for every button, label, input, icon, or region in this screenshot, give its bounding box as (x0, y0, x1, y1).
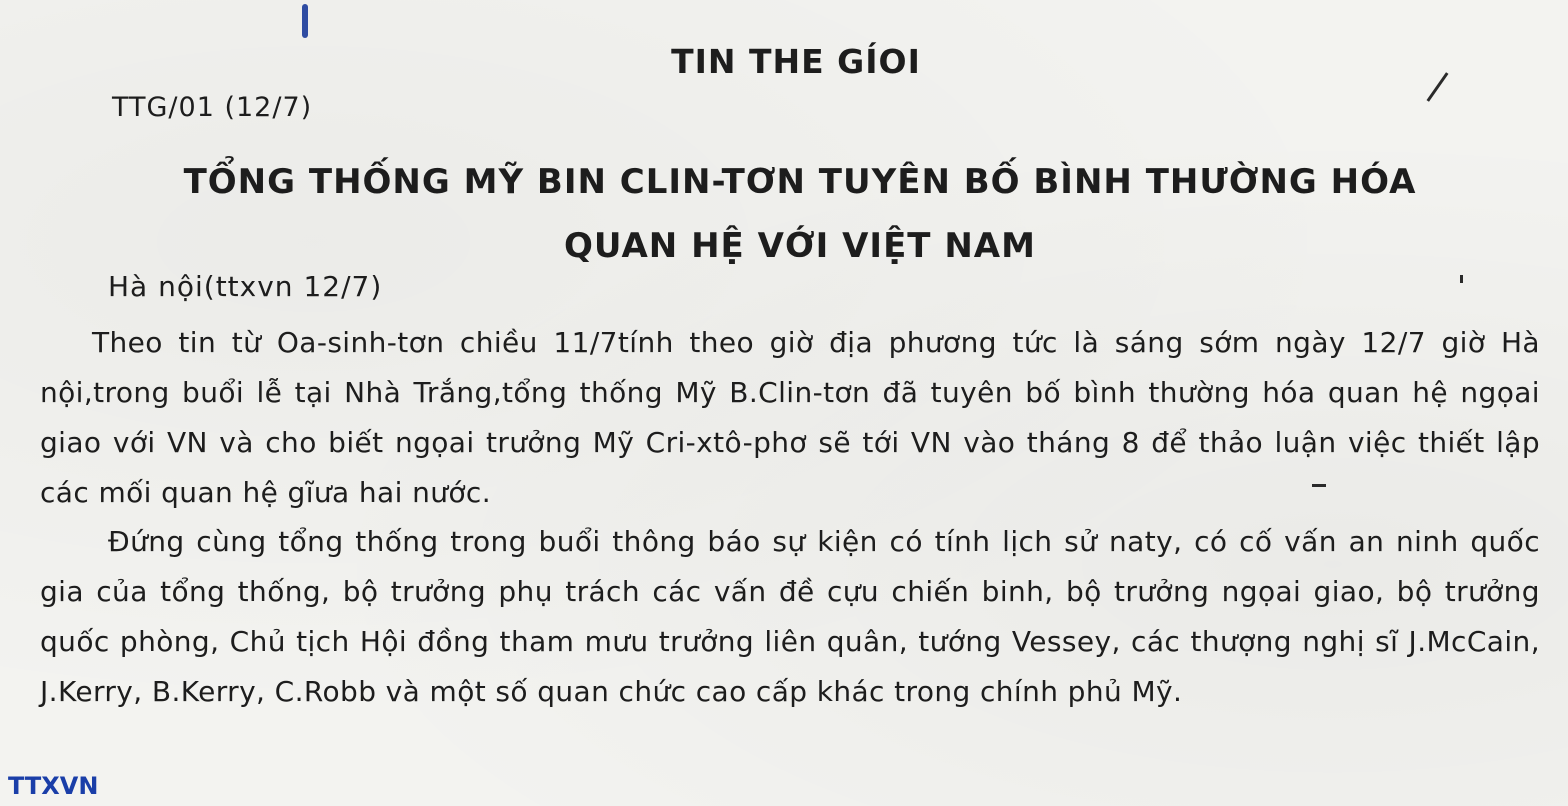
section-header: TIN THE GÍOI (671, 42, 921, 81)
headline-line-1: TỔNG THỐNG MỸ BIN CLIN-TƠN TUYÊN BỐ BÌNH THƯỜNG HÓA (183, 162, 1417, 202)
ink-mark (302, 4, 308, 38)
bulletin-code: TTG/01 (12/7) (112, 92, 313, 123)
dateline: Hà nội(ttxvn 12/7) (108, 270, 383, 303)
body-paragraph-2: Đứng cùng tổng thống trong buổi thông báo sự kiện có tính lịch sử naty, có cố vấn an ninh quốc gia của tổng thống, bộ trưởng phụ trách các vấn đề cựu chiến binh, bộ trưởng ngọai giao, bộ trưởng quốc phòng, Chủ tịch Hội đồng tham mưu trưởng liên quân, tướng Vessey, các thượng nghị sĩ J.McCain, J.Kerry, B.Kerry, C.Robb và một số quan chức cao cấp khác trong chính phủ Mỹ. (40, 525, 1540, 708)
speck-mark (1312, 484, 1326, 487)
ttxvn-logo: TTXVN (8, 772, 99, 800)
headline-line-2: QUAN HỆ VỚI VIỆT NAM (564, 226, 1036, 266)
body-paragraph-1: Theo tin từ Oa-sinh-tơn chiều 11/7tính theo giờ địa phương tức là sáng sớm ngày 12/7 giờ Hà nội,trong buổi lễ tại Nhà Trắng,tổng thống Mỹ B.Clin-tơn đã tuyên bố bình thường hóa quan hệ ngọai giao với VN và cho biết ngọai trưởng Mỹ Cri-xtô-phơ sẽ tới VN vào tháng 8 để thảo luận việc thiết lập các mối quan hệ gĩưa hai nước. (40, 326, 1540, 509)
speck-mark (1460, 275, 1463, 283)
headline (150, 150, 1450, 278)
